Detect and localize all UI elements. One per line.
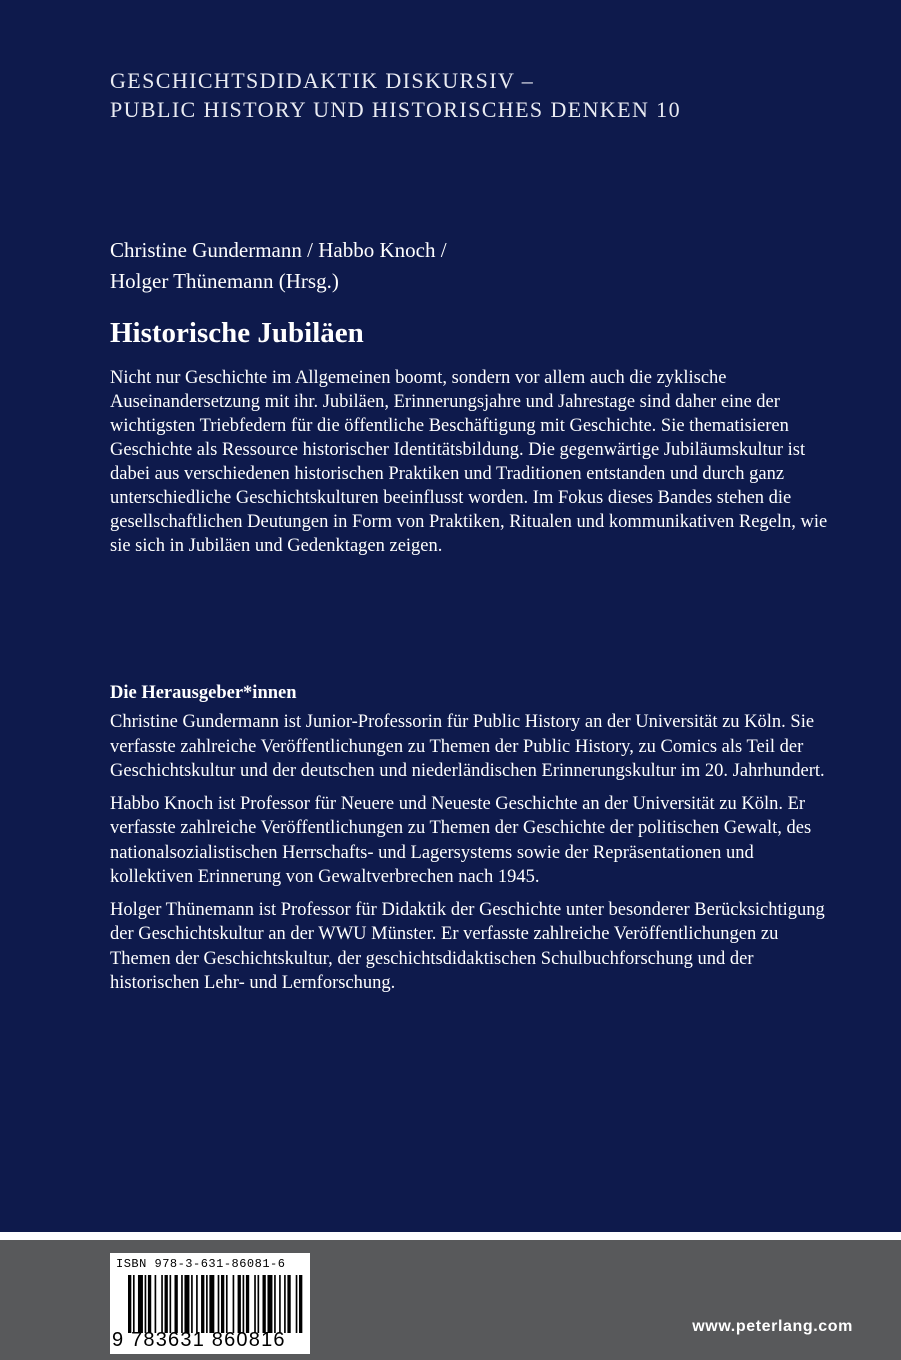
editors-section bbox=[110, 680, 830, 1004]
footer-divider bbox=[0, 1232, 901, 1240]
isbn-text: ISBN 978-3-631-86081-6 bbox=[116, 1257, 286, 1271]
editors-heading: Die Herausgeber*innen bbox=[110, 683, 297, 703]
series-title-line-1: GESCHICHTSDIDAKTIK DISKURSIV – bbox=[110, 68, 535, 93]
editors-line-1: Christine Gundermann / Habbo Knoch / bbox=[110, 238, 447, 262]
editor-bio-gundermann: Christine Gundermann ist Junior-Professorin für Public History an der Universität zu Köln. Sie verfasste zahlreiche Veröffentlichungen zu Themen der Public History, zu Comics als Teil der Geschichtskultur und der deutschen und niederländischen Erinnerungskultur im 20. Jahrhundert. bbox=[110, 712, 825, 781]
barcode-label bbox=[110, 1253, 310, 1354]
editor-bio-knoch: Habbo Knoch ist Professor für Neuere und Neueste Geschichte an der Universität zu Köln. Er verfasste zahlreiche Veröffentlichungen zu Themen der Geschichte der politischen Gewalt, des nationalsozialistischen Herrschafts- und Lagersystems sowie der Repräsentationen und kollektiven Erinnerung von Gewaltverbrechen nach 1945. bbox=[110, 793, 812, 887]
editor-bio-thuenemann: Holger Thünemann ist Professor für Didaktik der Geschichte unter besonderer Berücksichtigung der Geschichtskultur an der WWU Münster. Er verfasste zahlreiche Veröffentlichungen zu Themen der Geschichtskultur, der geschichtsdidaktischen Schulbuchforschung und der historischen Lehr- und Lernforschung. bbox=[110, 899, 825, 993]
publisher-website: www.peterlang.com bbox=[692, 1318, 853, 1335]
barcode-icon bbox=[128, 1275, 304, 1333]
series-title bbox=[110, 66, 830, 124]
editors-names bbox=[110, 235, 790, 297]
ean-number: 9 783631 860816 bbox=[112, 1329, 286, 1351]
book-title: Historische Jubiläen bbox=[110, 317, 364, 349]
book-blurb: Nicht nur Geschichte im Allgemeinen boomt, sondern vor allem auch die zyklische Auseinandersetzung mit ihr. Jubiläen, Erinnerungsjahre und Jahrestage sind daher eine der wichtigsten Triebfedern für die öffentliche Beschäftigung mit Geschichte. Sie thematisieren Geschichte als Ressource historischer Identitätsbildung. Die gegenwärtige Jubiläumskultur ist dabei aus verschiedenen historischen Praktiken und Traditionen entstanden und durch ganz unterschiedliche Geschichtskulturen beeinflusst worden. Im Fokus dieses Bandes stehen die gesellschaftlichen Deutungen in Form von Praktiken, Ritualen und kommunikativen Regeln, wie sie sich in Jubiläen und Gedenktagen zeigen. bbox=[110, 368, 828, 556]
editors-line-2: Holger Thünemann (Hrsg.) bbox=[110, 269, 339, 293]
series-title-line-2: PUBLIC HISTORY UND HISTORISCHES DENKEN 10 bbox=[110, 97, 681, 122]
